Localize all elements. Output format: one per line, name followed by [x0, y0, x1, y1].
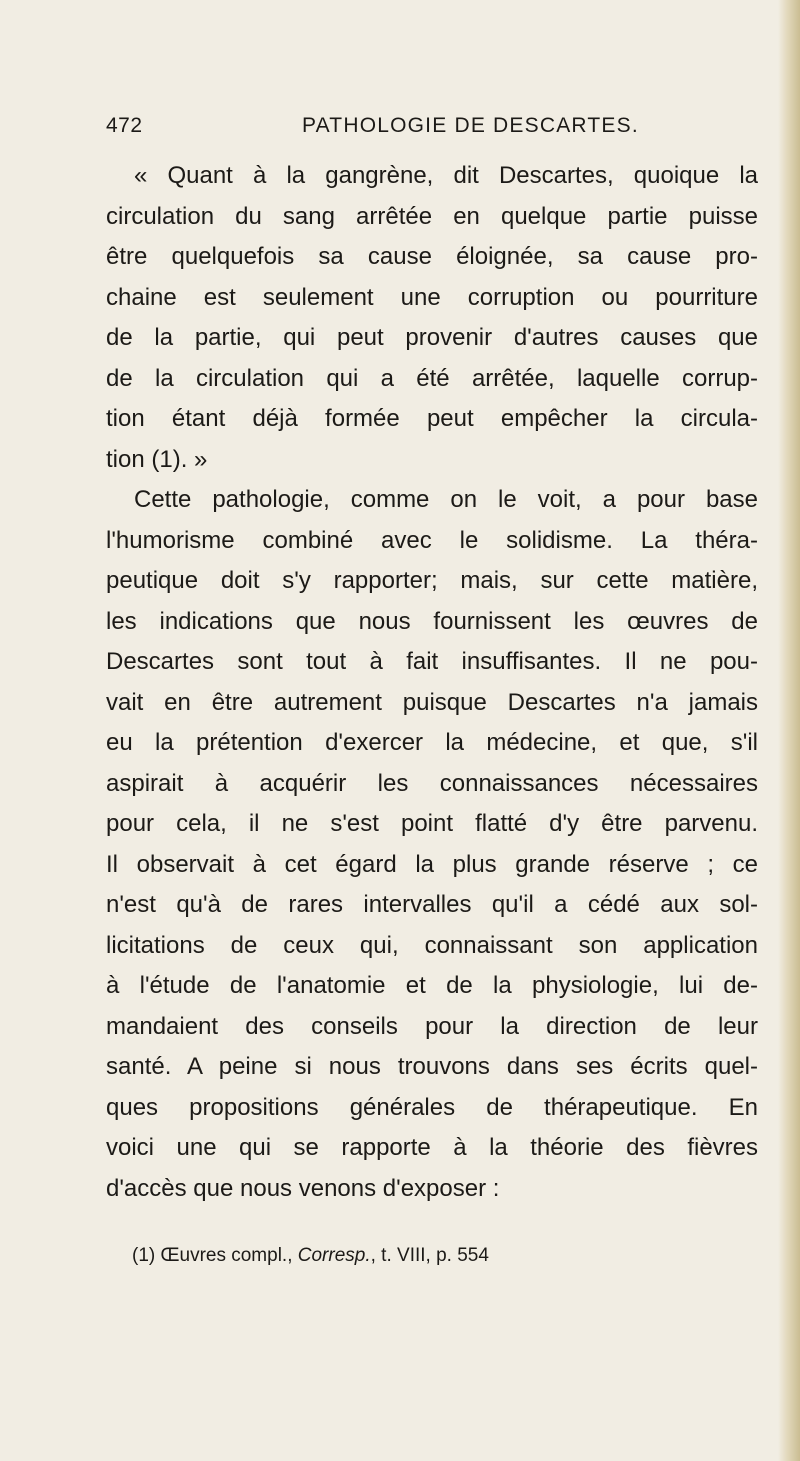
page-number: 472 [106, 114, 143, 137]
text-line: aspirait à acquérir les connaissances nécessaires [106, 769, 758, 797]
text-line: « Quant à la gangrène, dit Descartes, quoique la [134, 162, 758, 189]
body-text [106, 156, 758, 1209]
text-line: à l'étude de l'anatomie et de la physiologie, lui de- [106, 972, 758, 999]
text-line: les indications que nous fournissent les œuvres de [106, 607, 758, 635]
text-line: licitations de ceux qui, connaissant son application [106, 931, 758, 959]
text-line: Descartes sont tout à fait insuffisantes. Il ne pou- [106, 648, 758, 675]
footnote [132, 1245, 732, 1267]
text-line: Il observait à cet égard la plus grande réserve ; ce [106, 850, 758, 878]
text-line: vait en être autrement puisque Descartes n'a jamais [106, 688, 758, 716]
text-line: santé. A peine si nous trouvons dans ses écrits quel- [106, 1053, 758, 1080]
running-header [106, 114, 758, 142]
text-line: n'est qu'à de rares intervalles qu'il a cédé aux sol- [106, 891, 758, 918]
text-line: voici une qui se rapporte à la théorie des fièvres [106, 1134, 758, 1161]
text-line: mandaient des conseils pour la direction de leur [106, 1012, 758, 1040]
text-line: peutique doit s'y rapporter; mais, sur cette matière, [106, 567, 758, 594]
footnote-prefix: (1) Œuvres compl., [132, 1245, 298, 1266]
text-line: tion (1). » [106, 445, 208, 473]
text-line: pour cela, il ne s'est point flatté d'y être parvenu. [106, 810, 758, 837]
footnote-italic: Corresp. [297, 1245, 371, 1266]
text-line: ques propositions générales de thérapeutique. En [106, 1093, 758, 1121]
text-line: d'accès que nous venons d'exposer : [106, 1174, 500, 1202]
text-line: chaine est seulement une corruption ou pourriture [106, 283, 758, 311]
text-line: eu la prétention d'exercer la médecine, et que, s'il [106, 729, 758, 756]
text-line: de la partie, qui peut provenir d'autres causes que [106, 324, 758, 351]
page-edge-shadow [778, 0, 800, 1461]
text-line: tion étant déjà formée peut empêcher la circula- [106, 405, 758, 432]
text-line: être quelquefois sa cause éloignée, sa cause pro- [106, 243, 758, 270]
footnote-suffix: , t. VIII, p. 554 [370, 1245, 489, 1266]
text-line: l'humorisme combiné avec le solidisme. La théra- [106, 526, 758, 554]
text-line: circulation du sang arrêtée en quelque partie puisse [106, 202, 758, 230]
text-line: de la circulation qui a été arrêtée, laquelle corrup- [106, 364, 758, 392]
text-line: Cette pathologie, comme on le voit, a pour base [134, 486, 758, 513]
running-title: PATHOLOGIE DE DESCARTES. [302, 114, 639, 137]
